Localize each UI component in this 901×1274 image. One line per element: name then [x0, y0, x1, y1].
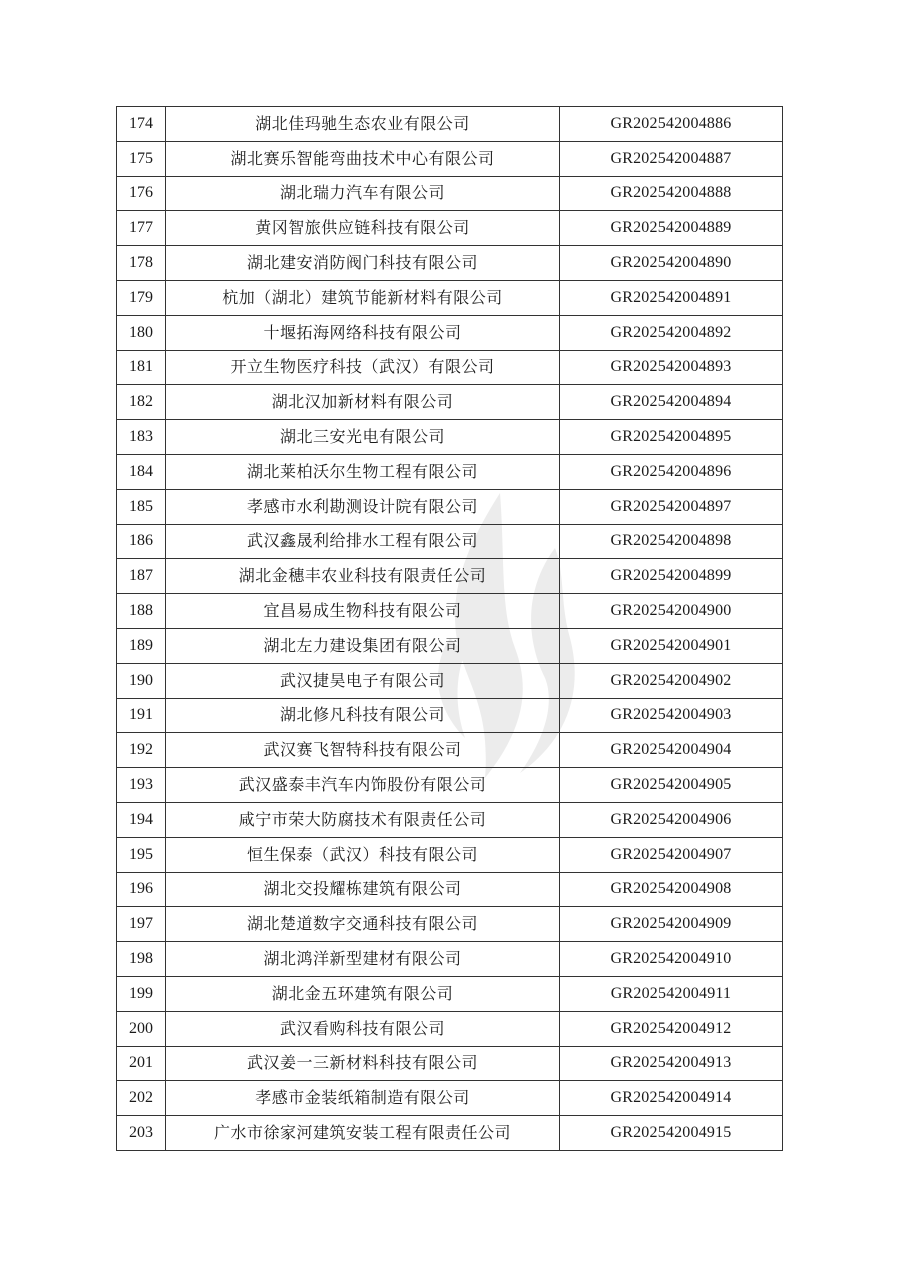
certificate-code-cell: GR202542004896 — [560, 454, 783, 489]
certificate-code-cell: GR202542004904 — [560, 733, 783, 768]
row-number-cell: 187 — [117, 559, 166, 594]
table-body — [117, 107, 783, 1151]
table-row — [117, 141, 783, 176]
certificate-code-cell: GR202542004898 — [560, 524, 783, 559]
table-row — [117, 280, 783, 315]
table-row — [117, 628, 783, 663]
certificate-code-cell: GR202542004897 — [560, 489, 783, 524]
table-row — [117, 420, 783, 455]
row-number-cell: 200 — [117, 1011, 166, 1046]
table-row — [117, 907, 783, 942]
table-row — [117, 315, 783, 350]
certificate-code-cell: GR202542004915 — [560, 1116, 783, 1151]
row-number-cell: 176 — [117, 176, 166, 211]
company-name-cell: 湖北修凡科技有限公司 — [166, 698, 560, 733]
company-name-cell: 武汉捷昊电子有限公司 — [166, 663, 560, 698]
certificate-code-cell: GR202542004907 — [560, 837, 783, 872]
table-row — [117, 733, 783, 768]
row-number-cell: 194 — [117, 802, 166, 837]
certificate-code-cell: GR202542004901 — [560, 628, 783, 663]
certificate-code-cell: GR202542004902 — [560, 663, 783, 698]
certificate-code-cell: GR202542004899 — [560, 559, 783, 594]
company-name-cell: 十堰拓海网络科技有限公司 — [166, 315, 560, 350]
table-row — [117, 176, 783, 211]
row-number-cell: 186 — [117, 524, 166, 559]
certificate-code-cell: GR202542004906 — [560, 802, 783, 837]
row-number-cell: 178 — [117, 246, 166, 281]
certificate-code-cell: GR202542004912 — [560, 1011, 783, 1046]
certificate-code-cell: GR202542004886 — [560, 107, 783, 142]
company-name-cell: 宜昌易成生物科技有限公司 — [166, 594, 560, 629]
row-number-cell: 199 — [117, 976, 166, 1011]
table-row — [117, 211, 783, 246]
certificate-code-cell: GR202542004893 — [560, 350, 783, 385]
row-number-cell: 181 — [117, 350, 166, 385]
table-row — [117, 1011, 783, 1046]
table-row — [117, 872, 783, 907]
company-name-cell: 湖北楚道数字交通科技有限公司 — [166, 907, 560, 942]
row-number-cell: 184 — [117, 454, 166, 489]
row-number-cell: 179 — [117, 280, 166, 315]
row-number-cell: 191 — [117, 698, 166, 733]
company-name-cell: 武汉看购科技有限公司 — [166, 1011, 560, 1046]
certificate-code-cell: GR202542004914 — [560, 1081, 783, 1116]
row-number-cell: 175 — [117, 141, 166, 176]
company-name-cell: 黄冈智旅供应链科技有限公司 — [166, 211, 560, 246]
row-number-cell: 182 — [117, 385, 166, 420]
company-name-cell: 湖北佳玛驰生态农业有限公司 — [166, 107, 560, 142]
row-number-cell: 193 — [117, 768, 166, 803]
row-number-cell: 203 — [117, 1116, 166, 1151]
company-name-cell: 恒生保泰（武汉）科技有限公司 — [166, 837, 560, 872]
table-row — [117, 1116, 783, 1151]
certificate-code-cell: GR202542004889 — [560, 211, 783, 246]
table-row — [117, 385, 783, 420]
row-number-cell: 185 — [117, 489, 166, 524]
company-name-cell: 湖北金五环建筑有限公司 — [166, 976, 560, 1011]
table-row — [117, 1081, 783, 1116]
table-row — [117, 837, 783, 872]
certificate-code-cell: GR202542004909 — [560, 907, 783, 942]
certificate-code-cell: GR202542004903 — [560, 698, 783, 733]
table-row — [117, 976, 783, 1011]
company-name-cell: 湖北交投耀栋建筑有限公司 — [166, 872, 560, 907]
company-name-cell: 湖北汉加新材料有限公司 — [166, 385, 560, 420]
company-name-cell: 湖北左力建设集团有限公司 — [166, 628, 560, 663]
company-name-cell: 湖北鸿洋新型建材有限公司 — [166, 942, 560, 977]
row-number-cell: 195 — [117, 837, 166, 872]
row-number-cell: 192 — [117, 733, 166, 768]
row-number-cell: 196 — [117, 872, 166, 907]
company-name-cell: 湖北瑞力汽车有限公司 — [166, 176, 560, 211]
row-number-cell: 177 — [117, 211, 166, 246]
row-number-cell: 183 — [117, 420, 166, 455]
company-name-cell: 开立生物医疗科技（武汉）有限公司 — [166, 350, 560, 385]
row-number-cell: 202 — [117, 1081, 166, 1116]
company-name-cell: 武汉姜一三新材料科技有限公司 — [166, 1046, 560, 1081]
table-row — [117, 942, 783, 977]
company-name-cell: 武汉鑫晟利给排水工程有限公司 — [166, 524, 560, 559]
row-number-cell: 190 — [117, 663, 166, 698]
table-row — [117, 802, 783, 837]
table-row — [117, 350, 783, 385]
certificate-code-cell: GR202542004892 — [560, 315, 783, 350]
company-name-cell: 杭加（湖北）建筑节能新材料有限公司 — [166, 280, 560, 315]
company-name-cell: 咸宁市荣大防腐技术有限责任公司 — [166, 802, 560, 837]
company-name-cell: 湖北莱柏沃尔生物工程有限公司 — [166, 454, 560, 489]
row-number-cell: 174 — [117, 107, 166, 142]
company-name-cell: 湖北建安消防阀门科技有限公司 — [166, 246, 560, 281]
table-row — [117, 698, 783, 733]
row-number-cell: 188 — [117, 594, 166, 629]
certificate-code-cell: GR202542004894 — [560, 385, 783, 420]
company-name-cell: 武汉赛飞智特科技有限公司 — [166, 733, 560, 768]
certificate-code-cell: GR202542004888 — [560, 176, 783, 211]
company-list-table — [116, 106, 783, 1151]
company-name-cell: 湖北三安光电有限公司 — [166, 420, 560, 455]
certificate-code-cell: GR202542004911 — [560, 976, 783, 1011]
row-number-cell: 198 — [117, 942, 166, 977]
certificate-code-cell: GR202542004913 — [560, 1046, 783, 1081]
company-name-cell: 孝感市金装纸箱制造有限公司 — [166, 1081, 560, 1116]
company-name-cell: 湖北赛乐智能弯曲技术中心有限公司 — [166, 141, 560, 176]
company-name-cell: 湖北金穗丰农业科技有限责任公司 — [166, 559, 560, 594]
certificate-code-cell: GR202542004900 — [560, 594, 783, 629]
table-row — [117, 559, 783, 594]
table-row — [117, 1046, 783, 1081]
company-name-cell: 孝感市水利勘测设计院有限公司 — [166, 489, 560, 524]
table-row — [117, 663, 783, 698]
certificate-code-cell: GR202542004887 — [560, 141, 783, 176]
table-row — [117, 594, 783, 629]
certificate-code-cell: GR202542004910 — [560, 942, 783, 977]
certificate-code-cell: GR202542004905 — [560, 768, 783, 803]
certificate-code-cell: GR202542004890 — [560, 246, 783, 281]
certificate-code-cell: GR202542004895 — [560, 420, 783, 455]
company-name-cell: 武汉盛泰丰汽车内饰股份有限公司 — [166, 768, 560, 803]
table-row — [117, 107, 783, 142]
row-number-cell: 197 — [117, 907, 166, 942]
company-name-cell: 广水市徐家河建筑安装工程有限责任公司 — [166, 1116, 560, 1151]
row-number-cell: 201 — [117, 1046, 166, 1081]
table-row — [117, 246, 783, 281]
table-row — [117, 489, 783, 524]
row-number-cell: 180 — [117, 315, 166, 350]
row-number-cell: 189 — [117, 628, 166, 663]
table-row — [117, 524, 783, 559]
certificate-code-cell: GR202542004891 — [560, 280, 783, 315]
certificate-code-cell: GR202542004908 — [560, 872, 783, 907]
table-row — [117, 768, 783, 803]
table-row — [117, 454, 783, 489]
